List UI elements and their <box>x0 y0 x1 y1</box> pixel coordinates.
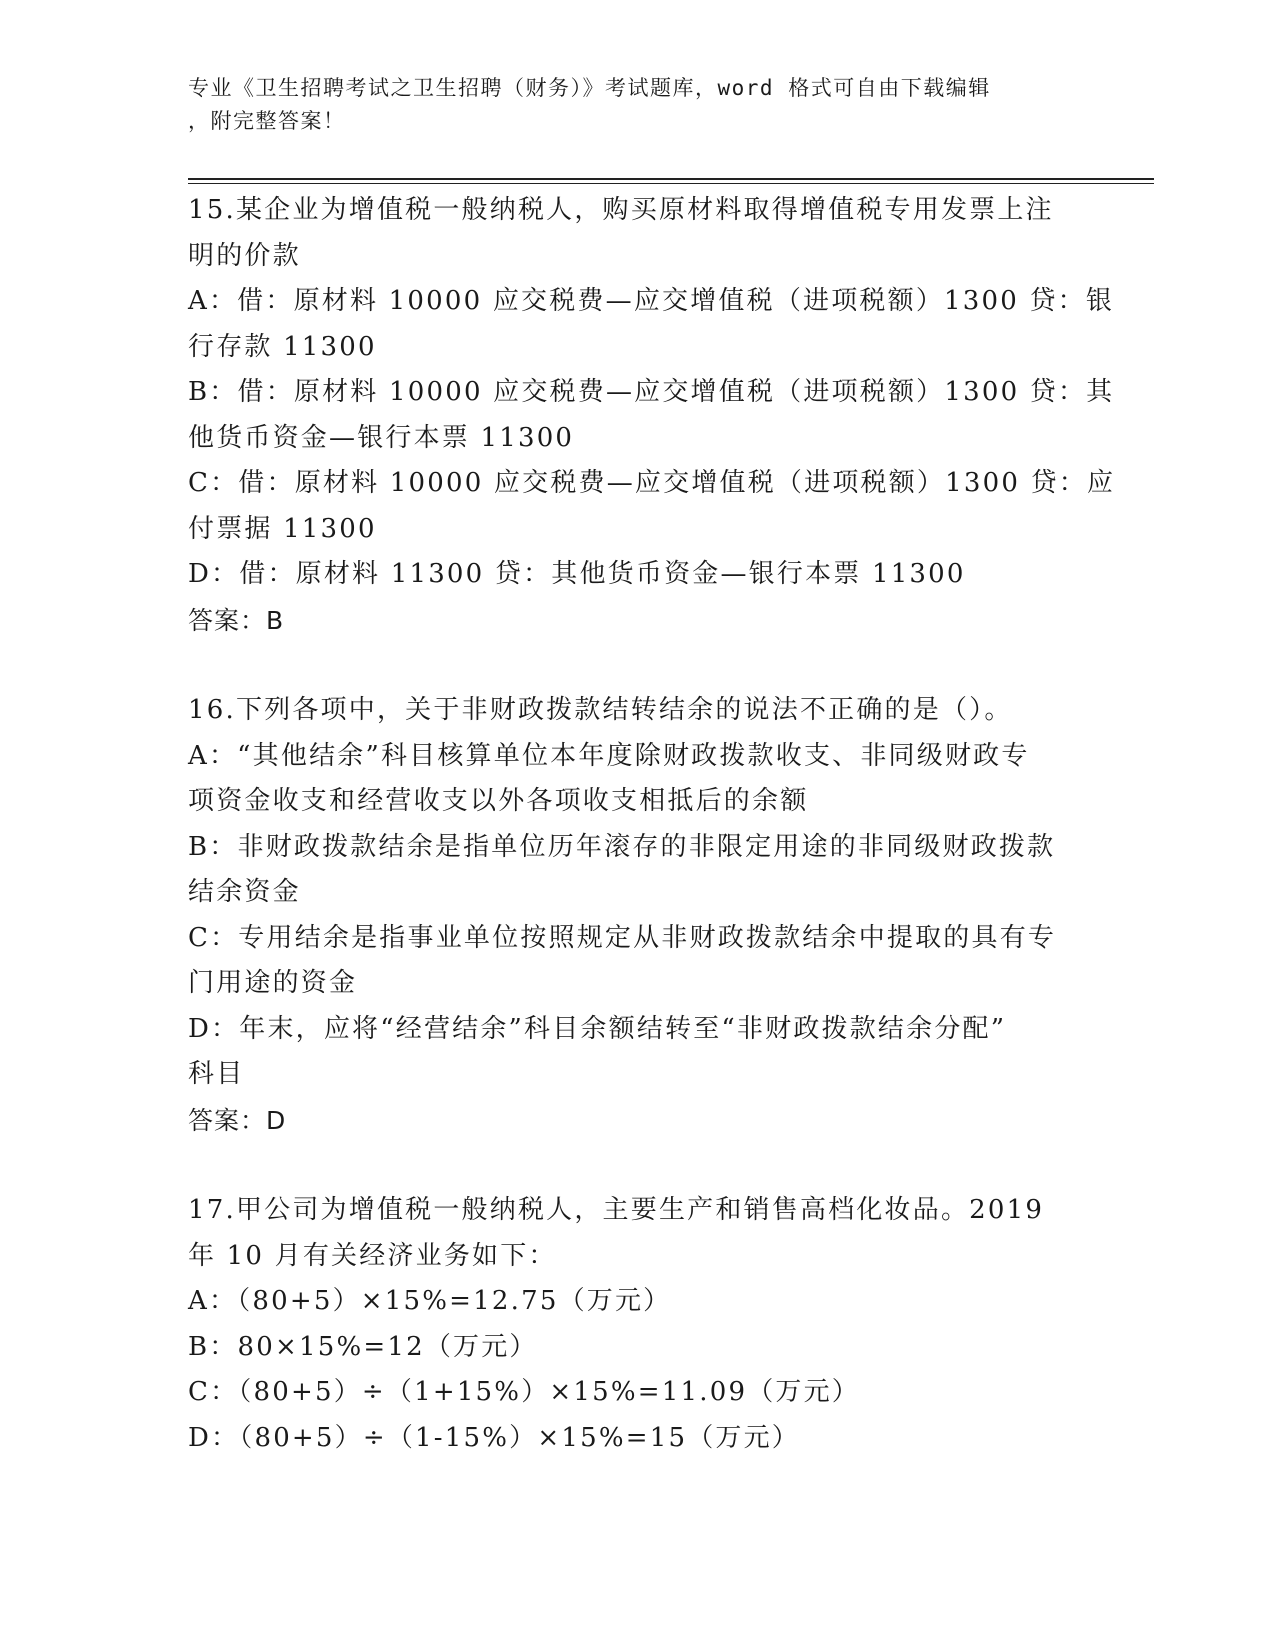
option-b: 结余资金 <box>188 877 301 907</box>
document-body <box>188 188 1116 1461</box>
answer-text: 答案：B <box>188 605 285 635</box>
option-b: B：80×15%=12（万元） <box>188 1331 538 1362</box>
option-a: A：借：原材料 10000 应交税费—应交增值税（进项税额）1300 贷：银 <box>188 286 1115 316</box>
question-stem: 16.下列各项中，关于非财政拨款结转结余的说法不正确的是（）。 <box>188 695 1013 725</box>
header-divider-thin <box>188 183 1154 184</box>
option-d: D：年末，应将“经营结余”科目余额结转至“非财政拨款结余分配” <box>188 1013 1007 1044</box>
question-stem: 17.甲公司为增值税一般纳税人，主要生产和销售高档化妆品。2019 <box>188 1195 1045 1225</box>
option-c: 门用途的资金 <box>188 968 358 998</box>
option-c: C：专用结余是指事业单位按照规定从非财政拨款结余中提取的具有专 <box>188 922 1057 953</box>
question-stem: 明的价款 <box>188 240 301 271</box>
option-c: 付票据 11300 <box>188 513 377 544</box>
question-spacer <box>188 643 1088 688</box>
header-line-1: 专业《卫生招聘考试之卫生招聘（财务）》考试题库，word 格式可自由下载编辑 <box>188 76 991 100</box>
option-a: 行存款 11300 <box>188 331 377 362</box>
option-b: B：借：原材料 10000 应交税费—应交增值税（进项税额）1300 贷：其 <box>188 377 1115 407</box>
option-b: 他货币资金—银行本票 11300 <box>188 422 575 453</box>
document-header <box>188 72 1068 138</box>
option-c: C：借：原材料 10000 应交税费—应交增值税（进项税额）1300 贷：应 <box>188 468 1116 498</box>
header-line-2: ，附完整答案！ <box>188 109 346 133</box>
option-a: A：“其他结余”科目核算单位本年度除财政拨款收支、非同级财政专 <box>188 740 1030 771</box>
question-stem: 年 10 月有关经济业务如下： <box>188 1240 557 1271</box>
option-b: B：非财政拨款结余是指单位历年滚存的非限定用途的非同级财政拨款 <box>188 831 1056 862</box>
question-16 <box>188 688 1088 1143</box>
option-d: D：（80+5）÷（1-15%）×15%=15（万元） <box>188 1422 801 1453</box>
answer-text: 答案：D <box>188 1105 287 1135</box>
header-divider-thick <box>188 178 1154 180</box>
option-d: D：借：原材料 11300 贷：其他货币资金—银行本票 11300 <box>188 559 966 589</box>
question-17 <box>188 1188 1088 1461</box>
option-d: 科目 <box>188 1059 245 1089</box>
option-a: 项资金收支和经营收支以外各项收支相抵后的余额 <box>188 786 809 816</box>
option-a: A：（80+5）×15%=12.75（万元） <box>188 1286 672 1316</box>
question-spacer <box>188 1143 1088 1188</box>
option-c: C：（80+5）÷（1+15%）×15%=11.09（万元） <box>188 1377 860 1407</box>
question-stem: 15.某企业为增值税一般纳税人，购买原材料取得增值税专用发票上注 <box>188 195 1054 225</box>
question-15 <box>188 188 1116 643</box>
